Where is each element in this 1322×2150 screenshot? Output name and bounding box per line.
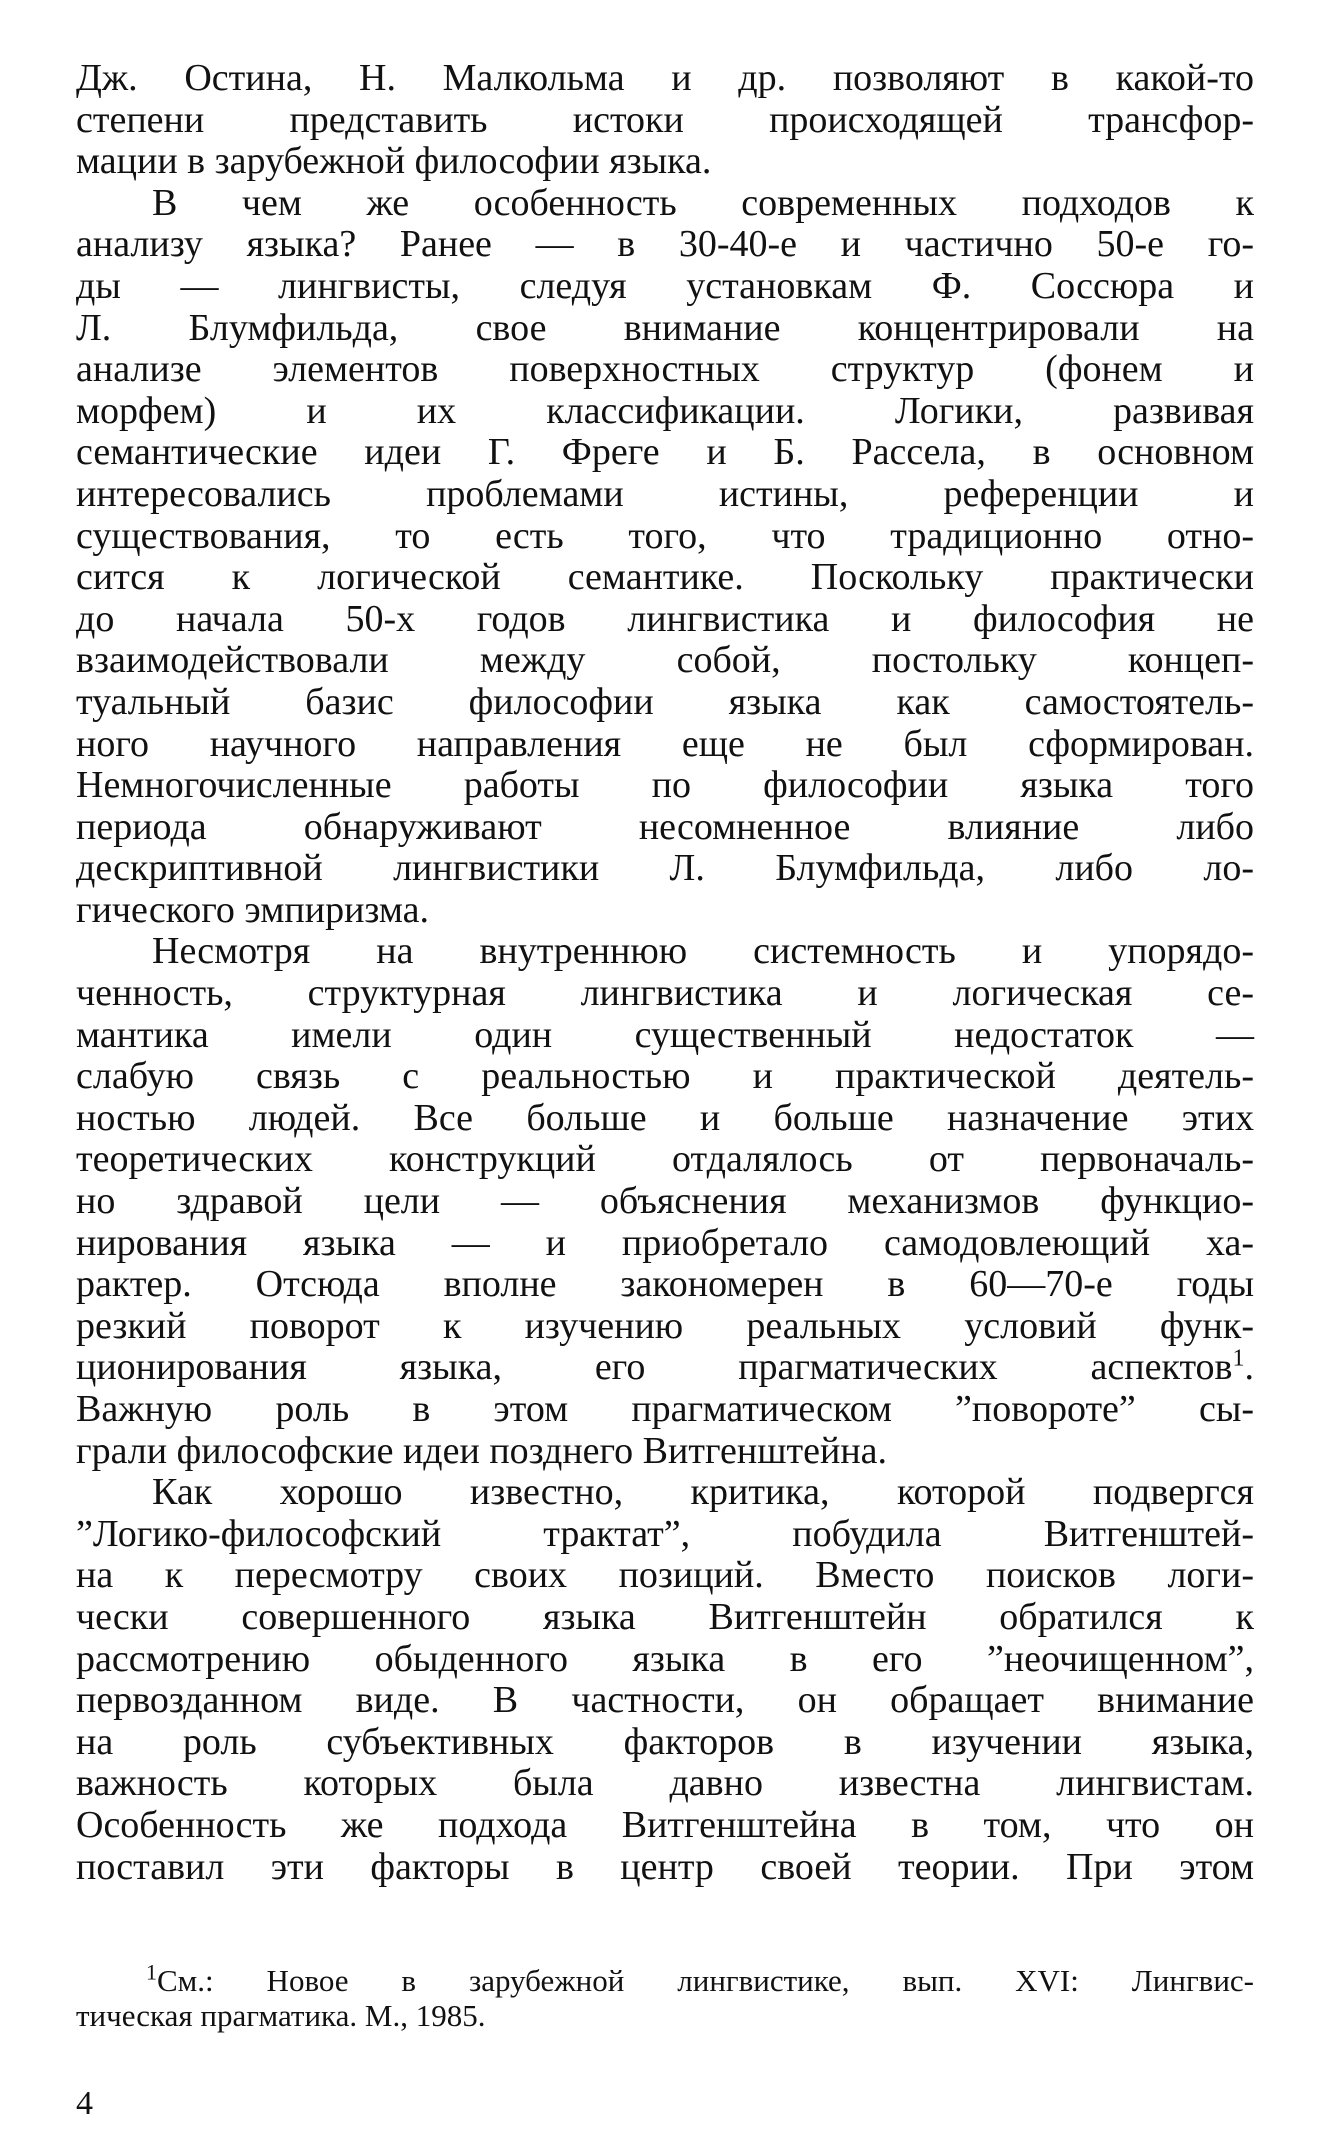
- text-line: резкий поворот к изучению реальных условий функ-: [76, 1304, 1254, 1347]
- text-line: Важную роль в этом прагматическом ”повороте” сы-: [76, 1388, 1254, 1430]
- paragraph: [76, 931, 1254, 1472]
- text-line: степени представить истоки происходящей трансфор-: [76, 98, 1254, 141]
- text-line: морфем) и их классификации. Логики, развивая: [76, 389, 1254, 432]
- text-line: Несмотря на внутреннюю системность и упорядо-: [152, 930, 1254, 973]
- paragraph: [76, 183, 1254, 932]
- text-fragment: ционирования языка, его прагматических аспектов: [76, 1346, 1233, 1389]
- footnote-reference: 1: [1232, 1345, 1245, 1372]
- text-line: рассмотрению обыденного языка в его ”неочищенном”,: [76, 1637, 1254, 1680]
- text-line: рактер. Отсюда вполне закономерен в 60—70-е годы: [76, 1263, 1254, 1306]
- text-line: ченность, структурная лингвистика и логическая се-: [76, 972, 1254, 1015]
- text-line: сится к логической семантике. Поскольку практически: [76, 556, 1254, 599]
- text-line: мантика имели один существенный недостаток —: [76, 1013, 1254, 1056]
- text-line: теоретических конструкций отдалялось от первоначаль-: [76, 1138, 1254, 1181]
- footnote-line: [76, 1959, 1254, 1998]
- text-line: мации в зарубежной философии языка.: [76, 140, 712, 183]
- footnote-marker: 1: [146, 1959, 157, 1985]
- text-line: туальный базис философии языка как самостоятель-: [76, 680, 1254, 723]
- text-line: на к пересмотру своих позиций. Вместо поисков логи-: [76, 1554, 1254, 1597]
- text-line: Немногочисленные работы по философии языка того: [76, 764, 1254, 807]
- page-number: 4: [76, 2085, 93, 2122]
- text-line: периода обнаруживают несомненное влияние либо: [76, 805, 1254, 848]
- text-line: поставил эти факторы в центр своей теории. При этом: [76, 1845, 1254, 1888]
- text-line: на роль субъективных факторов в изучении языка,: [76, 1720, 1254, 1763]
- text-line: важность которых была давно известна лингвистам.: [76, 1762, 1254, 1805]
- text-line: слабую связь с реальностью и практической деятель-: [76, 1055, 1254, 1098]
- text-line: существования, то есть того, что традиционно отно-: [76, 514, 1254, 557]
- text-line: Л. Блумфильда, свое внимание концентрировали на: [76, 306, 1254, 349]
- text-line: гического эмпиризма.: [76, 888, 430, 931]
- text-line: анализе элементов поверхностных структур (фонем и: [76, 348, 1254, 391]
- text-line: грали философские идеи позднего Витгенштейна.: [76, 1429, 888, 1472]
- text-line: Дж. Остина, Н. Малкольма и др. позволяют в какой-то: [76, 57, 1254, 99]
- text-line: анализу языка? Ранее — в 30-40-е и частично 50-е го-: [76, 223, 1254, 266]
- text-line: Особенность же подхода Витгенштейна в том, что он: [76, 1803, 1254, 1846]
- text-line: чески совершенного языка Витгенштейн обратился к: [76, 1595, 1254, 1638]
- paragraph: [76, 1472, 1254, 1888]
- text-line: интересовались проблемами истины, референции и: [76, 472, 1254, 515]
- text-line: ностью людей. Все больше и больше назначение этих: [76, 1096, 1254, 1139]
- text-line-with-footnote-ref: [76, 1347, 1254, 1389]
- text-line: до начала 50-х годов лингвистика и философия не: [76, 597, 1254, 640]
- text-fragment: .: [1244, 1346, 1254, 1389]
- text-line: Как хорошо известно, критика, которой подвергся: [152, 1471, 1254, 1514]
- text-line: дескриптивной лингвистики Л. Блумфильда, либо ло-: [76, 847, 1254, 890]
- footnote: [76, 1959, 1254, 2033]
- page-body: [76, 58, 1254, 1888]
- text-line: первозданном виде. В частности, он обращает внимание: [76, 1679, 1254, 1722]
- text-line: ды — лингвисты, следуя установкам Ф. Соссюра и: [76, 264, 1254, 307]
- text-line: ”Логико-философский трактат”, побудила Витгенштей-: [76, 1512, 1254, 1555]
- text-line: ного научного направления еще не был сформирован.: [76, 722, 1254, 765]
- text-line: взаимодействовали между собой, постольку концеп-: [76, 639, 1254, 682]
- footnote-text: См.: Новое в зарубежной лингвистике, вып. XVI: Лингвис-: [157, 1963, 1254, 1998]
- text-line: семантические идеи Г. Фреге и Б. Рассела, в основном: [76, 431, 1254, 474]
- footnote-line: тическая прагматика. М., 1985.: [76, 1998, 486, 2033]
- main-text: [76, 58, 1254, 1888]
- paragraph: [76, 58, 1254, 183]
- text-line: нирования языка — и приобретало самодовлеющий ха-: [76, 1221, 1254, 1264]
- text-line: В чем же особенность современных подходов к: [152, 181, 1254, 224]
- text-line: но здравой цели — объяснения механизмов функцио-: [76, 1180, 1254, 1223]
